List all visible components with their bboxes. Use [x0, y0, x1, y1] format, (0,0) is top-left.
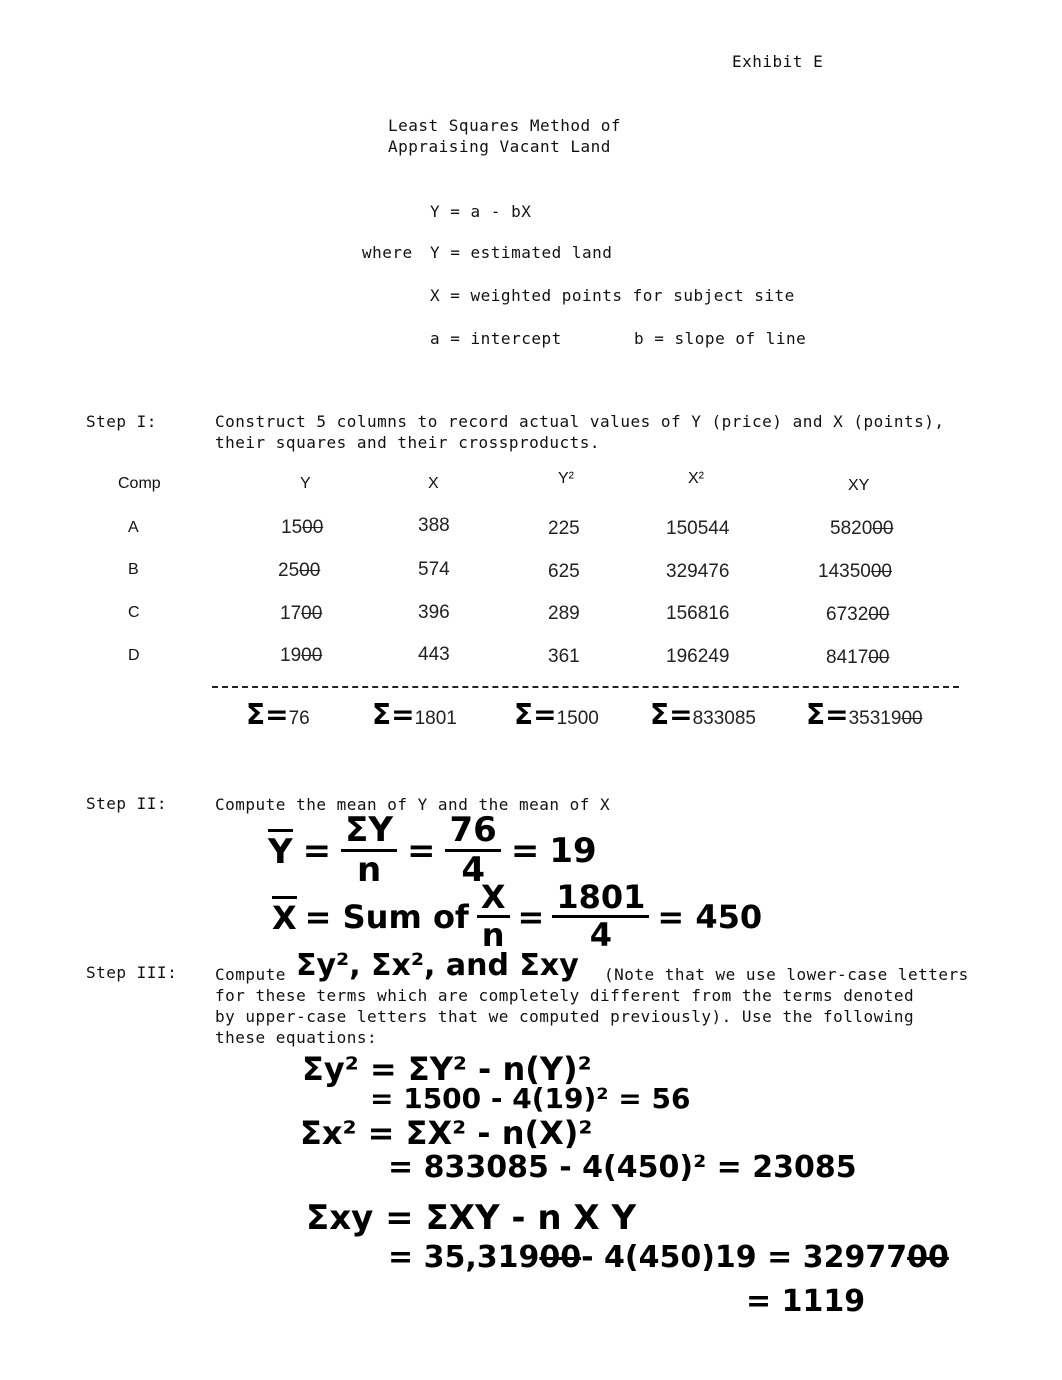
step3-label: Step III: — [86, 963, 178, 982]
sum-x: Σ=1801 — [372, 698, 457, 731]
step2-text: Compute the mean of Y and the mean of X — [215, 795, 611, 814]
where-prefix: where — [362, 243, 413, 262]
exhibit-label: Exhibit E — [732, 52, 824, 71]
xbar-fraction-values: $\frac{1801}{4}$ — [552, 880, 649, 953]
row-c-comp: C — [128, 604, 140, 621]
step1-label: Step I: — [86, 412, 157, 431]
row-a-comp: A — [128, 519, 139, 536]
step2-label: Step II: — [86, 794, 168, 813]
sum-x-squared: Σ=833085 — [650, 698, 756, 731]
ybar-symbol: Y — [268, 829, 293, 872]
row-c-x: 396 — [418, 602, 450, 623]
ybar-fraction-values: $\frac{76}{4}$ — [445, 812, 500, 890]
row-c-xy: 673200 — [826, 604, 890, 625]
eq1-line1: Σy² = ΣY² - n(Y)² — [302, 1050, 592, 1088]
eq3-line3: = 1119 — [746, 1284, 866, 1319]
row-d-y: 1900 — [280, 645, 323, 666]
eq1-line2: = 1500 - 4(19)² = 56 — [370, 1082, 691, 1115]
eq2-line2: = 833085 - 4(450)² = 23085 — [388, 1150, 857, 1185]
sum-y-squared: Σ=1500 — [514, 698, 599, 731]
header-xy: XY — [848, 477, 870, 494]
row-d-xy: 841700 — [826, 647, 890, 668]
row-a-xy: 582000 — [830, 518, 894, 539]
table-total-rule — [212, 686, 959, 688]
step3-line4: these equations: — [215, 1028, 378, 1047]
header-x-squared: X² — [688, 470, 704, 487]
row-a-y2: 225 — [548, 518, 580, 539]
formula: Y = a - bX — [430, 202, 532, 221]
row-b-y: 2500 — [278, 560, 321, 581]
xbar-symbol: X — [272, 896, 297, 937]
row-d-x: 443 — [418, 644, 450, 665]
step1-text-line1: Construct 5 columns to record actual values of Y (price) and X (points), — [215, 412, 945, 431]
definition-b: b = slope of line — [634, 329, 807, 348]
ybar-fraction: $\frac{\Sigma Y}{n}$ — [341, 812, 397, 890]
sum-y: Σ=76 — [246, 698, 310, 731]
row-b-x: 574 — [418, 559, 450, 580]
row-c-y: 1700 — [280, 603, 323, 624]
row-a-y: 1500 — [281, 517, 324, 538]
title-line-1: Least Squares Method of — [388, 116, 622, 135]
definition-y: Y = estimated land — [430, 243, 613, 262]
row-b-xy: 1435000 — [818, 561, 892, 582]
row-d-comp: D — [128, 647, 140, 664]
row-a-x: 388 — [418, 515, 450, 536]
step3-compute: Compute — [215, 965, 286, 984]
eq3-line2: = 35,31900- 4(450)19 = 3297700 — [388, 1240, 949, 1275]
row-d-y2: 361 — [548, 646, 580, 667]
row-b-x2: 329476 — [666, 561, 730, 582]
definition-a: a = intercept — [430, 329, 562, 348]
step3-handwritten-terms: Σy², Σx², and Σxy — [296, 948, 579, 983]
header-y: Y — [300, 475, 311, 492]
eq2-line1: Σx² = ΣX² - n(X)² — [300, 1114, 593, 1152]
row-d-x2: 196249 — [666, 646, 730, 667]
step3-line2: for these terms which are completely different from the terms denoted — [215, 986, 915, 1005]
ybar-result: 19 — [549, 830, 597, 871]
definition-x: X = weighted points for subject site — [430, 286, 795, 305]
sum-xy: Σ=3531900 — [806, 698, 923, 731]
row-c-y2: 289 — [548, 603, 580, 624]
row-a-x2: 150544 — [666, 518, 730, 539]
mean-y-equation: Y = $\frac{\Sigma Y}{n}$ = $\frac{76}{4}$ = 19 — [268, 810, 597, 891]
title-line-2: Appraising Vacant Land — [388, 137, 611, 156]
row-b-comp: B — [128, 561, 139, 578]
step3-line3: by upper-case letters that we computed previously). Use the following — [215, 1007, 915, 1026]
step3-note-line1: (Note that we use lower-case letters — [604, 965, 969, 984]
row-c-x2: 156816 — [666, 603, 730, 624]
row-b-y2: 625 — [548, 561, 580, 582]
step1-text-line2: their squares and their crossproducts. — [215, 433, 601, 452]
xbar-fraction: $\frac{X}{n}$ — [477, 880, 510, 953]
header-y-squared: Y² — [558, 470, 574, 487]
xbar-result: = 450 — [657, 897, 763, 936]
eq3-line1: Σxy = ΣXY - n X Y — [306, 1198, 637, 1238]
header-comp: Comp — [118, 475, 161, 492]
mean-x-equation: X = Sum of $\frac{X}{n}$ = $\frac{1801}{4}$ = 450 — [272, 878, 763, 955]
header-x: X — [428, 475, 439, 492]
